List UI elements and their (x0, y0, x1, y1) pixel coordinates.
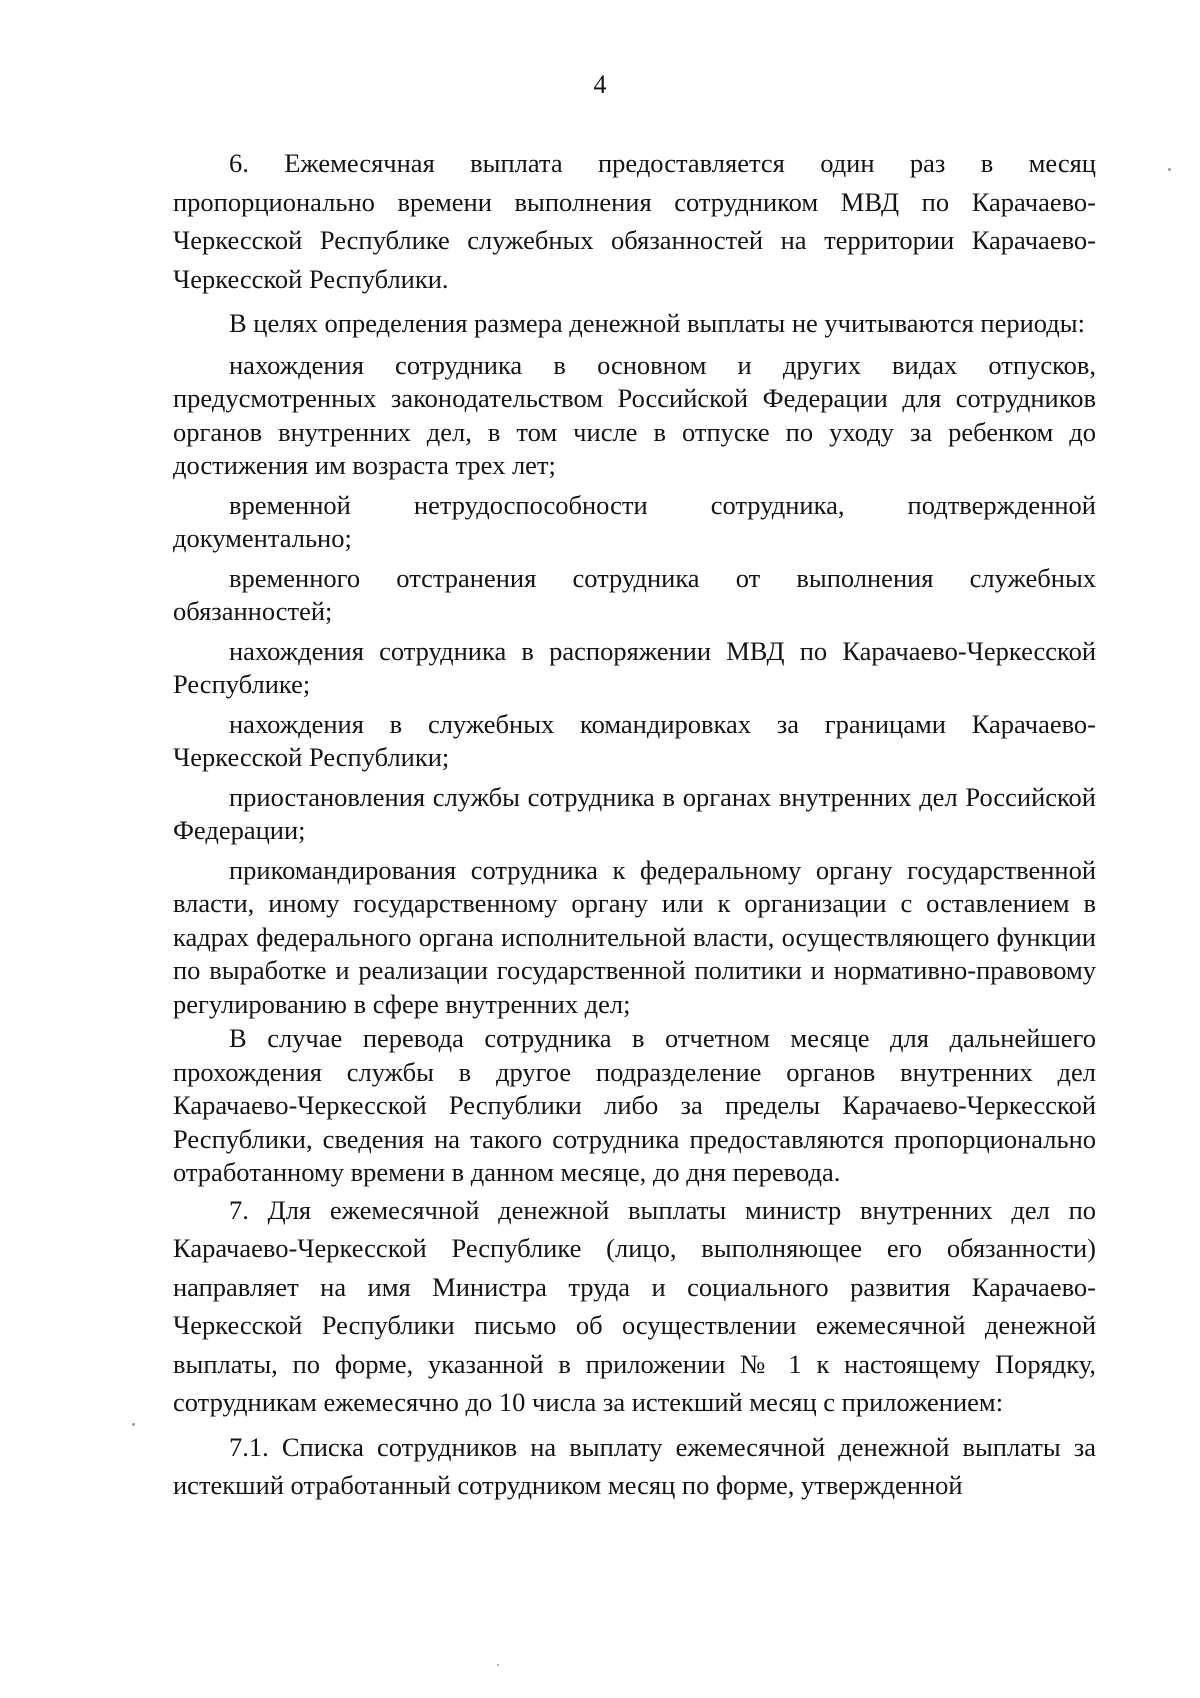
paragraph-periods-intro: В целях определения размера денежной выплаты не учитываются периоды: (229, 308, 1085, 338)
period-service-pause: приостановления службы сотрудника в органах внутренних дел Российской Федерации; (173, 781, 1096, 845)
section-7-block (173, 1191, 1096, 1505)
scan-speck (132, 1423, 135, 1426)
scan-speck (497, 1664, 499, 1666)
period-vacation: нахождения сотрудника в основном и других видах отпусков, предусмотренных законодательством Российской Федерации для сотрудников органов внутренних дел, в том числе в отпуске по уходу за ребенком до достижения им возраста трех лет; (173, 349, 1096, 480)
excluded-periods-list (173, 349, 1096, 1190)
period-disability: временной нетрудоспособности сотрудника, подтвержденной документально; (173, 489, 1096, 553)
period-secondment: прикомандирования сотрудника к федеральному органу государственной власти, иному государственному органу или к организации с оставлением в кадрах федерального органа исполнительной власти, осуществляющего функции по выработке и реализации государственной политики и нормативно-правовому регулированию в сфере внутренних дел; (173, 854, 1096, 1019)
period-disposal: нахождения сотрудника в распоряжении МВД по Карачаево-Черкесской Республике; (173, 635, 1096, 699)
scan-speck (1168, 168, 1171, 171)
document-body (173, 144, 1096, 1505)
paragraph-7-1: 7.1. Списка сотрудников на выплату ежемесячной денежной выплаты за истекший отработанный сотрудником месяц по форме, утвержденной (173, 1431, 1096, 1500)
paragraph-6: 6. Ежемесячная выплата предоставляется один раз в месяц пропорционально времени выполнения сотрудником МВД по Карачаево-Черкесской Республике служебных обязанностей на территории Карачаево-Черкесской Республики. (173, 148, 1096, 294)
paragraph-transfer: В случае перевода сотрудника в отчетном месяце для дальнейшего прохождения службы в другое подразделение органов внутренних дел Карачаево-Черкесской Республики либо за пределы Карачаево-Черкесской Республики, сведения на такого сотрудника предоставляются пропорционально отработанному времени в данном месяце, до дня перевода. (173, 1023, 1096, 1187)
period-business-trips: нахождения в служебных командировках за границами Карачаево-Черкесской Республики; (173, 708, 1096, 772)
section-6-block (173, 144, 1096, 343)
page-number: 4 (593, 70, 607, 99)
paragraph-7: 7. Для ежемесячной денежной выплаты министр внутренних дел по Карачаево-Черкесской Республике (лицо, выполняющее его обязанности) направляет на имя Министра труда и социального развития Карачаево-Черкесской Республики письмо об осуществлении ежемесячной денежной выплаты, по форме, указанной в приложении № 1 к настоящему Порядку, сотрудникам ежемесячно до 10 числа за истекший месяц с приложением: (173, 1194, 1096, 1417)
period-suspension: временного отстранения сотрудника от выполнения служебных обязанностей; (173, 562, 1096, 626)
